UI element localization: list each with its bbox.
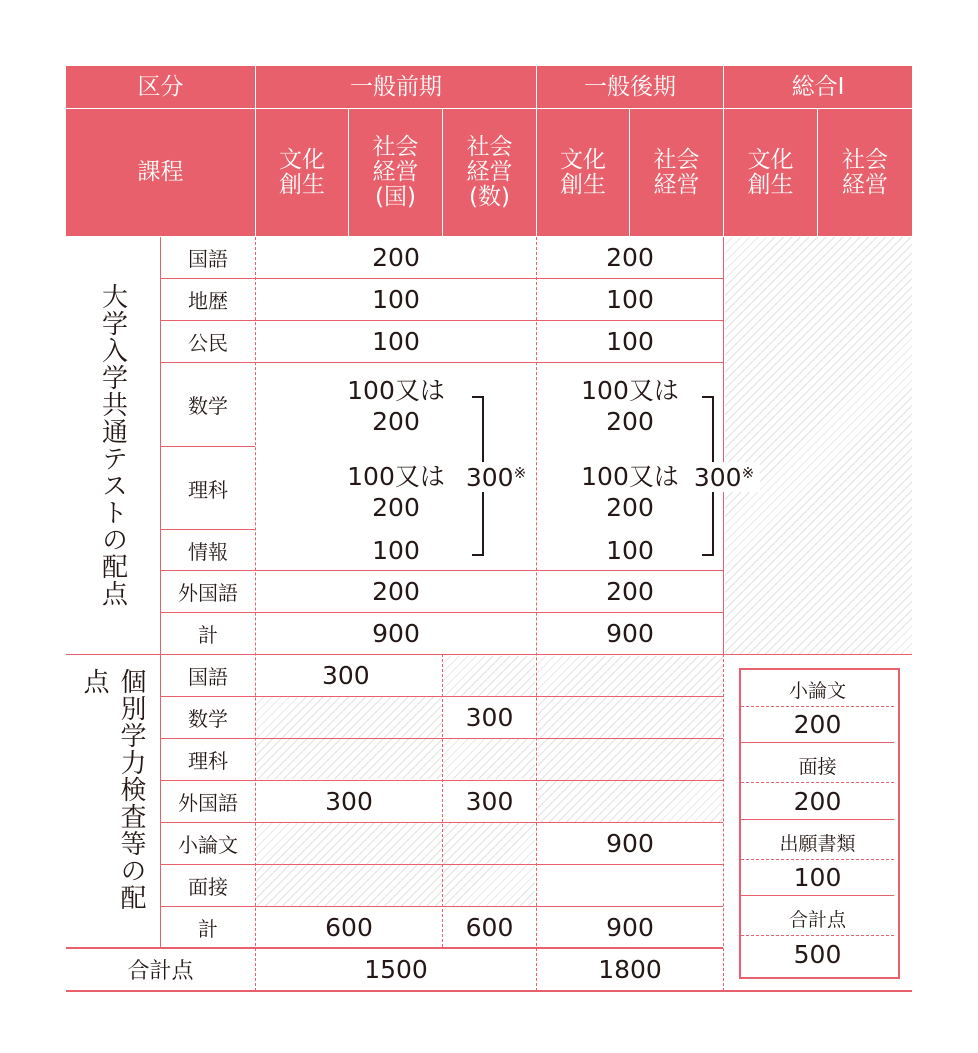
header-ippan-zenki-label: 一般前期 xyxy=(350,73,442,100)
course-line: 文化 xyxy=(560,146,606,173)
course-line: 社会 xyxy=(653,146,700,173)
subject-label: 理科 xyxy=(188,477,228,502)
subject-label: 数学 xyxy=(188,707,228,731)
total-kouki-value: 1800 xyxy=(598,955,662,984)
course-line: (国) xyxy=(375,184,416,210)
value-line: 100又は xyxy=(581,376,679,405)
hatch-sougou-common xyxy=(725,237,912,654)
total-zenki-value: 1500 xyxy=(364,955,428,984)
value-line: 100又は xyxy=(347,462,445,491)
indiv-col2-value: 600 xyxy=(465,912,514,942)
header-sougou-course-1 xyxy=(724,109,817,236)
subject-label: 小論文 xyxy=(178,833,238,857)
bracket-kouki-total xyxy=(688,462,760,492)
course-line: 社会 xyxy=(372,134,419,160)
common-zenki-value: 100 xyxy=(372,327,420,356)
header-zenki-course-3 xyxy=(443,109,536,236)
header-katei xyxy=(66,109,255,236)
subject-label: 地歴 xyxy=(188,289,228,313)
subject-label: 外国語 xyxy=(178,791,238,815)
header-ippan-kouki-label: 一般後期 xyxy=(584,73,676,100)
course-line: 経営 xyxy=(842,171,888,198)
value-line: 100又は xyxy=(581,462,679,491)
header-sougou xyxy=(724,66,912,108)
individual-section-label: 個別学力検査等の配点 xyxy=(79,668,146,911)
value-line: 200 xyxy=(606,407,654,436)
value-line: 200 xyxy=(606,493,654,522)
sougou-score-box xyxy=(739,668,900,979)
subject-label: 理科 xyxy=(188,749,228,773)
indiv-col1-value: 300 xyxy=(322,661,370,690)
course-line: 創生 xyxy=(279,171,325,198)
sougou-item-value: 500 xyxy=(793,940,842,969)
subject-label: 計 xyxy=(198,916,218,941)
common-zenki-sugaku xyxy=(256,373,536,439)
common-zenki-value: 100 xyxy=(372,535,420,565)
header-zenki-course-1 xyxy=(256,109,348,236)
common-kouki-value: 100 xyxy=(606,535,654,565)
common-kouki-value: 100 xyxy=(606,285,654,314)
header-ippan-zenki xyxy=(256,66,536,108)
value-line: 200 xyxy=(372,493,420,522)
header-kubun xyxy=(66,66,255,108)
bracket-value: 300 xyxy=(693,462,742,492)
common-kouki-value: 100 xyxy=(606,327,654,356)
common-test-section-label: 大学入学共通テストの配点 xyxy=(97,283,128,607)
sougou-item-value: 200 xyxy=(793,710,842,739)
hatch-indiv-col2-rika xyxy=(443,739,535,779)
course-line: 社会 xyxy=(466,134,513,160)
header-sougou-course-2 xyxy=(818,109,912,236)
common-zenki-value: 900 xyxy=(372,619,420,648)
course-line: 社会 xyxy=(842,146,888,173)
course-line: (数) xyxy=(469,184,510,210)
value-line: 200 xyxy=(372,407,420,436)
hatch-indiv-mid xyxy=(256,823,535,907)
sougou-item-label: 面接 xyxy=(798,755,837,778)
note-mark: ※ xyxy=(741,464,755,482)
sougou-item-label: 合計点 xyxy=(788,908,846,931)
sougou-item-value: 200 xyxy=(793,786,842,816)
indiv-col2-value: 300 xyxy=(465,787,514,816)
subject-label: 外国語 xyxy=(178,581,238,605)
hatch-indiv-kouki-top xyxy=(538,656,723,823)
indiv-col1-value: 300 xyxy=(325,787,373,816)
header-sougou-label: 総合Ⅰ xyxy=(791,73,845,100)
sougou-item-label: 出願書類 xyxy=(779,832,856,855)
header-ippan-kouki xyxy=(537,66,723,108)
common-zenki-value: 200 xyxy=(372,577,420,606)
course-line: 創生 xyxy=(560,171,606,198)
subject-label: 国語 xyxy=(188,665,228,689)
indiv-col2-value: 300 xyxy=(465,703,514,732)
course-line: 経営 xyxy=(466,159,513,185)
sougou-item-label: 小論文 xyxy=(788,679,846,702)
course-line: 文化 xyxy=(279,146,325,173)
common-kouki-sugaku xyxy=(537,373,723,439)
indiv-kouki-value: 900 xyxy=(606,829,654,858)
subject-label: 面接 xyxy=(188,875,228,899)
common-zenki-value: 100 xyxy=(372,285,420,314)
sougou-item-value: 100 xyxy=(793,863,842,892)
common-kouki-value: 900 xyxy=(606,619,654,648)
note-mark: ※ xyxy=(513,464,527,482)
header-kouki-course-2 xyxy=(630,109,723,236)
header-kubun-label: 区分 xyxy=(137,73,184,100)
bracket-zenki-total xyxy=(456,462,536,492)
common-zenki-value: 200 xyxy=(372,243,420,272)
course-line: 経営 xyxy=(653,171,700,198)
subject-label: 計 xyxy=(198,623,218,647)
course-line: 創生 xyxy=(747,171,794,198)
course-line: 経営 xyxy=(372,159,419,185)
header-katei-label: 課程 xyxy=(137,159,184,185)
subject-label: 数学 xyxy=(188,394,228,418)
header-kouki-course-1 xyxy=(537,109,629,236)
common-kouki-value: 200 xyxy=(606,577,654,606)
value-line: 100又は xyxy=(347,376,445,405)
bracket-value: 300 xyxy=(465,462,514,492)
common-kouki-value: 200 xyxy=(606,243,654,272)
subject-label: 情報 xyxy=(188,539,228,564)
course-line: 文化 xyxy=(747,146,794,173)
indiv-col1-value: 600 xyxy=(325,912,373,942)
header-zenki-course-2 xyxy=(349,109,442,236)
subject-label: 国語 xyxy=(188,247,228,271)
total-label: 合計点 xyxy=(127,959,194,984)
indiv-kouki-value: 900 xyxy=(606,912,654,942)
subject-label: 公民 xyxy=(188,331,228,355)
